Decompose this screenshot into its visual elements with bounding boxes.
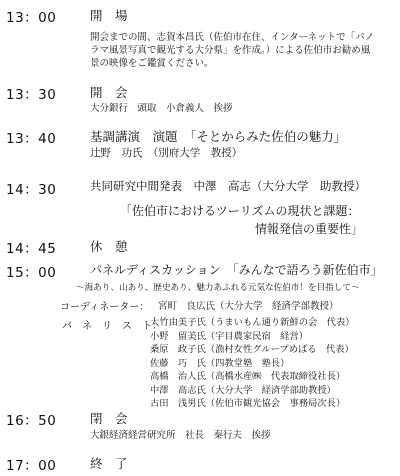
item-subtitle: 辻野 功氏 （別府大学 教授）: [90, 147, 243, 159]
time-label: 13：00: [6, 10, 57, 26]
panelist-label: パ ネ リ ス ト：: [62, 321, 162, 332]
item-title: 基調講演 演題 「そとからみた佐伯の魅力」: [90, 129, 347, 144]
description-line: 景の映像をご鑑賞ください。: [90, 58, 214, 69]
item-title: 休 憩: [90, 239, 128, 254]
panelist-entry: 桑原 政子氏（漁村女性グループめばる 代表）: [150, 344, 354, 355]
description-line: 開会までの間、志賀本昌氏（佐伯市在住、インターネットで「パノ: [90, 32, 375, 43]
item-title: 開 会: [90, 85, 128, 100]
item-title: パネルディスカッション 「みんなで語ろう新佐伯市」: [90, 263, 383, 277]
coordinator-label: コーディネーター：: [60, 302, 150, 313]
panelist-entry: 古田 浅男氏（佐伯市観光協会 事務局次長）: [150, 398, 346, 409]
time-label: 17：00: [6, 458, 57, 474]
time-label: 14：45: [6, 241, 57, 257]
panelist-entry: 大竹由美子氏（うまいもん通り新鮮の会 代表）: [150, 317, 355, 328]
panelist-entry: 中澤 高志氏（大分大学 経済学部助教授）: [150, 384, 336, 396]
item-title: 閉 会: [90, 411, 128, 426]
time-label: 14：30: [6, 182, 57, 198]
item-title: 共同研究中間発表 中澤 高志（大分大学 助教授）: [90, 179, 366, 193]
item-description: [90, 31, 374, 70]
item-subtitle: 大分銀行 頭取 小倉義人 挨拶: [90, 103, 233, 114]
research-theme-line1: 「佐伯市におけるツーリズムの現状と課題：: [120, 204, 360, 218]
item-title: 開 場: [90, 8, 128, 23]
coordinator-name: 宮町 良広氏（大分大学 経済学部教授）: [158, 301, 339, 312]
time-label: 13：30: [6, 87, 57, 103]
panelist-entry: 高橋 治人氏（高橋水産㈱ 代表取締役社長）: [150, 371, 346, 382]
time-label: 16：50: [6, 413, 57, 429]
panelist-list: [150, 316, 355, 411]
item-title: 終 了: [90, 456, 128, 471]
description-line: ラマ風景写真で観光する大分県」を作成。）による佐伯市お勧め風: [90, 45, 371, 56]
research-theme-line2: 情報発信の重要性」: [255, 222, 364, 236]
item-subtitle: 大銀経済経営研究所 社長 秦行夫 挨拶: [90, 430, 271, 441]
panelist-entry: 佐藤 巧 氏（四教堂塾 塾長）: [150, 357, 290, 369]
time-label: 15：00: [6, 265, 57, 281]
time-label: 13：40: [6, 131, 57, 147]
panelist-entry: 小野 留美氏（宇目農家民宿 経営）: [150, 330, 309, 342]
panel-tagline: ～海あり、山あり、歴史あり、魅力あふれる元気な佐伯市！を目指して～: [76, 283, 360, 293]
